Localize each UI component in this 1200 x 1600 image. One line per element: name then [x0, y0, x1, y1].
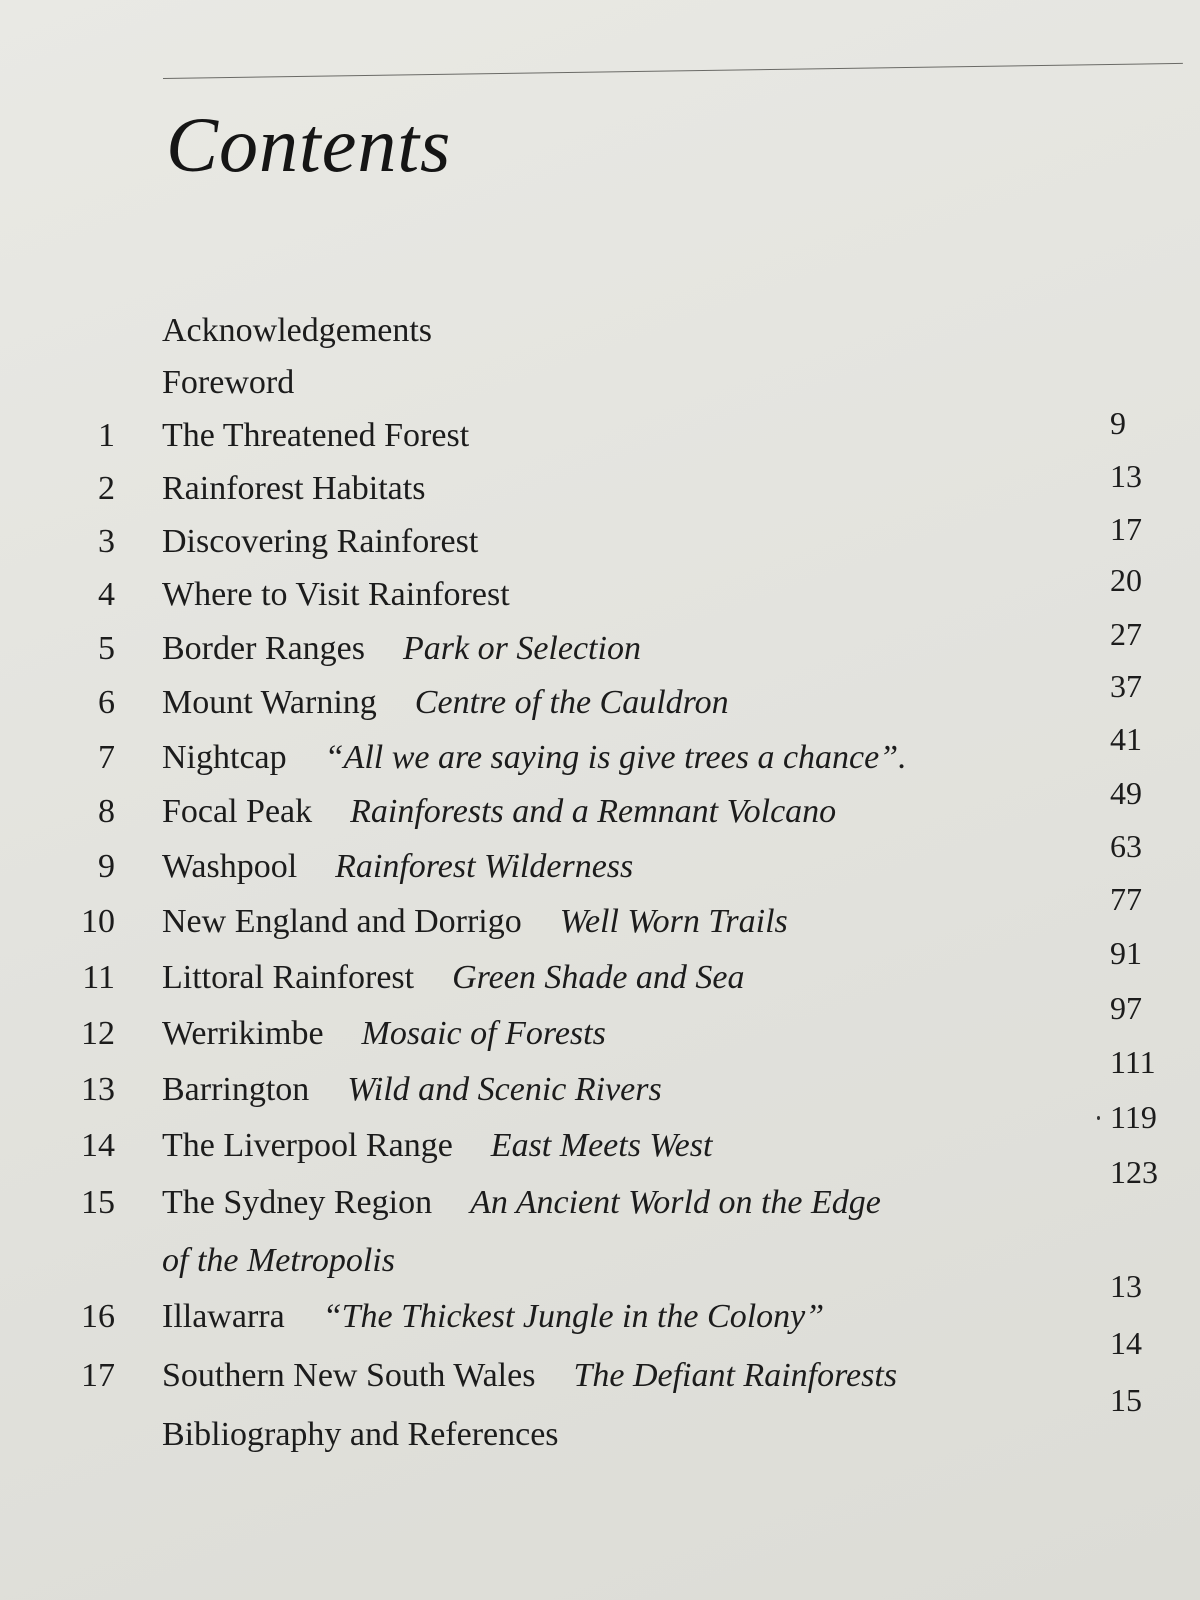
chapter-title: Border Ranges Park or Selection: [162, 630, 641, 667]
toc-entry-chapter-17[interactable]: [0, 1325, 1200, 1405]
toc-entry-acknowledgements[interactable]: [0, 312, 1200, 360]
toc-entry-chapter-13[interactable]: [0, 1044, 1200, 1119]
page-number: 111: [1110, 1044, 1156, 1080]
chapter-title: Focal Peak Rainforests and a Remnant Volcano: [162, 793, 837, 830]
page-number: 15: [1110, 1382, 1142, 1418]
entry-title: Acknowledgements: [162, 312, 433, 349]
chapter-title: Southern New South Wales The Defiant Rainforests: [162, 1357, 898, 1394]
toc-entry-chapter-4[interactable]: [0, 562, 1200, 624]
chapter-number: 14: [81, 1127, 115, 1164]
toc-entry-chapter-1[interactable]: [0, 405, 1200, 465]
chapter-subtitle: “The Thickest Jungle in the Colony”: [322, 1298, 825, 1335]
chapter-number: 15: [81, 1184, 115, 1221]
toc-entry-chapter-8[interactable]: [0, 775, 1200, 841]
page-number: 119: [1110, 1099, 1157, 1135]
toc-entry-chapter-3[interactable]: [0, 511, 1200, 571]
chapter-subtitle: “All we are saying is give trees a chance”.: [324, 739, 907, 776]
toc-entry-chapter-7[interactable]: [0, 721, 1200, 787]
toc-entry-chapter-15-continued: [0, 1242, 1200, 1290]
toc-entry-chapter-10[interactable]: [0, 881, 1200, 951]
chapter-number: 16: [81, 1298, 115, 1335]
page-number: 97: [1110, 990, 1142, 1026]
toc-entry-chapter-2[interactable]: [0, 458, 1200, 518]
toc-entry-chapter-16[interactable]: [0, 1268, 1200, 1346]
chapter-number: 1: [98, 417, 115, 454]
chapter-number: 12: [81, 1015, 115, 1052]
page-number: 37: [1110, 668, 1142, 704]
chapter-title: Nightcap “All we are saying is give trees a chance”.: [162, 739, 907, 776]
chapter-title: Illawarra “The Thickest Jungle in the Colony”: [162, 1298, 825, 1335]
chapter-subtitle: Wild and Scenic Rivers: [347, 1071, 662, 1108]
toc-entry-chapter-14[interactable]: [0, 1099, 1200, 1175]
page-number: 63: [1110, 828, 1142, 864]
chapter-subtitle: Rainforest Wilderness: [335, 848, 634, 885]
chapter-number: 3: [98, 523, 115, 560]
toc-entry-bibliography[interactable]: [0, 1382, 1200, 1464]
toc-entry-chapter-11[interactable]: [0, 935, 1200, 1007]
page-number: 41: [1110, 721, 1142, 757]
toc-entry-foreword[interactable]: [0, 364, 1200, 412]
page-number: 27: [1110, 616, 1142, 652]
chapter-subtitle: East Meets West: [490, 1127, 713, 1164]
chapter-number: 6: [98, 684, 115, 721]
entry-title: Foreword: [162, 364, 295, 401]
chapter-number: 11: [82, 959, 115, 996]
page-title: Contents: [166, 101, 452, 188]
paper-speck: [1097, 1116, 1100, 1120]
chapter-number: 7: [98, 739, 115, 776]
page-number: 123: [1110, 1154, 1158, 1190]
chapter-title: Littoral Rainforest Green Shade and Sea: [162, 959, 745, 996]
page-number: 9: [1110, 405, 1126, 441]
chapter-subtitle: An Ancient World on the Edge: [470, 1184, 881, 1221]
chapter-subtitle: The Defiant Rainforests: [573, 1357, 898, 1394]
page-number: 13: [1110, 458, 1142, 494]
chapter-subtitle: Well Worn Trails: [559, 903, 788, 940]
chapter-title: The Liverpool Range East Meets West: [162, 1127, 713, 1164]
chapter-subtitle: Mosaic of Forests: [361, 1015, 606, 1052]
chapter-number: 13: [81, 1071, 115, 1108]
chapter-number: 5: [98, 630, 115, 667]
chapter-title: Rainforest Habitats: [162, 470, 426, 507]
chapter-title: The Threatened Forest: [162, 417, 470, 454]
toc-entry-chapter-9[interactable]: [0, 828, 1200, 896]
chapter-number: 10: [81, 903, 115, 940]
chapter-title: Werrikimbe Mosaic of Forests: [162, 1015, 606, 1052]
toc-entry-chapter-15[interactable]: [0, 1154, 1200, 1232]
chapter-number: 17: [81, 1357, 115, 1394]
chapter-title: Washpool Rainforest Wilderness: [162, 848, 634, 885]
chapter-title: The Sydney Region An Ancient World on the Edge: [162, 1184, 881, 1221]
chapter-number: 4: [98, 576, 115, 613]
page-number: 49: [1110, 775, 1142, 811]
toc-entry-chapter-6[interactable]: [0, 668, 1200, 732]
chapter-title: Barrington Wild and Scenic Rivers: [162, 1071, 662, 1108]
page-number: 14: [1110, 1325, 1142, 1361]
toc-entry-chapter-5[interactable]: [0, 616, 1200, 678]
page-number: 77: [1110, 881, 1142, 917]
page-number: 20: [1110, 562, 1142, 598]
chapter-number: 2: [98, 470, 115, 507]
page-number: 13: [1110, 1268, 1142, 1304]
entry-title: Bibliography and References: [162, 1416, 559, 1453]
chapter-subtitle: Park or Selection: [403, 630, 641, 667]
chapter-number: 8: [98, 793, 115, 830]
page-number: 17: [1110, 511, 1142, 547]
chapter-subtitle-continued: of the Metropolis: [162, 1242, 395, 1279]
chapter-subtitle: Green Shade and Sea: [452, 959, 745, 996]
chapter-title: Mount Warning Centre of the Cauldron: [162, 684, 729, 721]
chapter-subtitle: Centre of the Cauldron: [414, 684, 729, 721]
chapter-subtitle: Rainforests and a Remnant Volcano: [350, 793, 837, 830]
toc-entry-chapter-12[interactable]: [0, 990, 1200, 1063]
chapter-title: Where to Visit Rainforest: [162, 576, 510, 613]
page-number: 91: [1110, 935, 1142, 971]
chapter-title: New England and Dorrigo Well Worn Trails: [162, 903, 788, 940]
chapter-number: 9: [98, 848, 115, 885]
chapter-title: Discovering Rainforest: [162, 523, 479, 560]
